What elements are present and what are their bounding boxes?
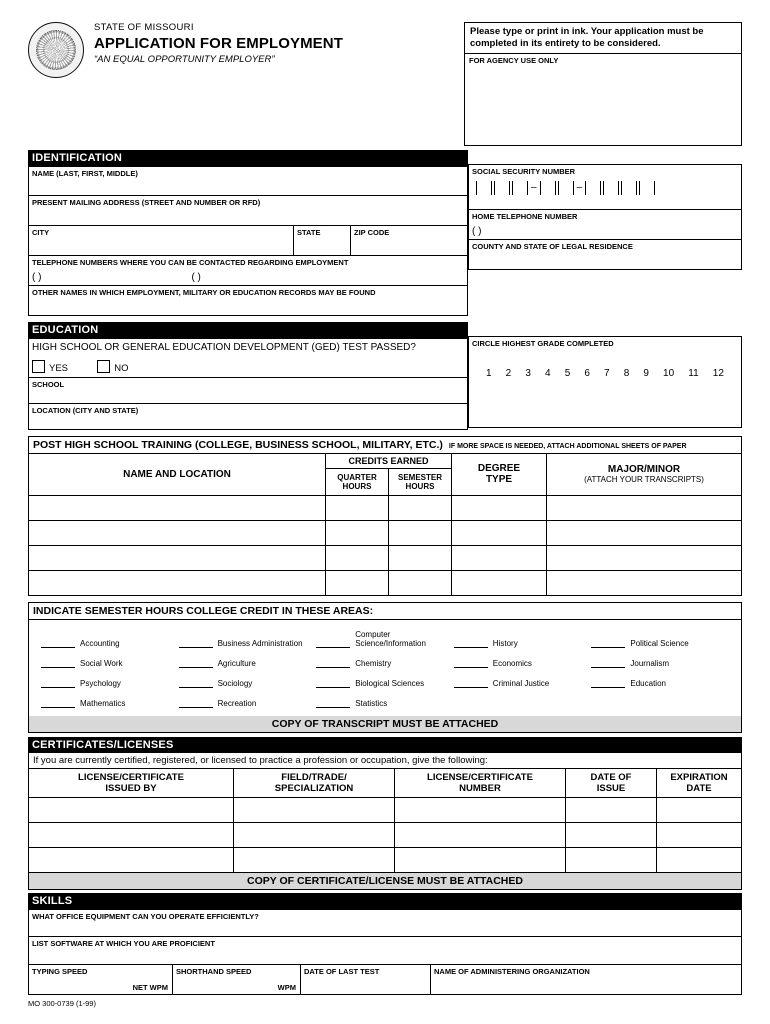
col-name-and-location: NAME AND LOCATION bbox=[29, 453, 326, 495]
subject-label: Education bbox=[630, 678, 666, 688]
hours-input-agriculture[interactable] bbox=[179, 658, 213, 668]
city-field[interactable] bbox=[28, 226, 293, 256]
col-quarter-hours bbox=[326, 468, 389, 495]
phs-row2-semester[interactable] bbox=[389, 520, 452, 545]
ssn-digit-6[interactable] bbox=[585, 181, 601, 195]
ssn-dash-1: – bbox=[531, 182, 537, 194]
hours-input-political-science[interactable] bbox=[591, 638, 625, 648]
other-names-label: OTHER NAMES IN WHICH EMPLOYMENT, MILITARY OR EDUCATION RECORDS MAY BE FOUND bbox=[32, 287, 376, 297]
phs-row1-quarter[interactable] bbox=[326, 495, 389, 520]
ged-yes-checkbox[interactable] bbox=[32, 360, 45, 373]
agency-use-box bbox=[464, 54, 742, 146]
ssn-digit-5[interactable] bbox=[558, 181, 574, 195]
semester-hours-grid bbox=[29, 620, 741, 716]
identification-section-title: IDENTIFICATION bbox=[28, 150, 468, 166]
ssn-digit-9[interactable] bbox=[639, 181, 655, 195]
grade-12[interactable]: 12 bbox=[712, 367, 724, 379]
phs-row3-quarter[interactable] bbox=[326, 545, 389, 570]
cert-row3-issued-by[interactable] bbox=[29, 848, 234, 873]
table-row[interactable] bbox=[29, 823, 742, 848]
hours-input-education[interactable] bbox=[591, 678, 625, 688]
semester-hours-box bbox=[28, 619, 742, 716]
col-field-trade bbox=[234, 769, 395, 798]
cert-row3-field[interactable] bbox=[234, 848, 395, 873]
col-date-of-issue-line1: DATE OF bbox=[590, 772, 632, 784]
ssn-digit-2[interactable] bbox=[494, 181, 510, 195]
header-right bbox=[464, 22, 742, 146]
phs-row1-semester[interactable] bbox=[389, 495, 452, 520]
col-license-number bbox=[395, 769, 566, 798]
education-right bbox=[468, 322, 742, 430]
page-title: APPLICATION FOR EMPLOYMENT bbox=[94, 35, 343, 52]
skills-section-title: SKILLS bbox=[28, 893, 742, 909]
phs-row2-quarter[interactable] bbox=[326, 520, 389, 545]
identification-section bbox=[28, 150, 742, 316]
grade-2[interactable]: 2 bbox=[505, 367, 512, 379]
grade-1[interactable]: 1 bbox=[486, 367, 492, 379]
col-date-of-issue-line2: ISSUE bbox=[596, 783, 626, 795]
grade-8[interactable]: 8 bbox=[623, 367, 630, 379]
ssn-field[interactable] bbox=[468, 164, 742, 210]
agency-use-label: FOR AGENCY USE ONLY bbox=[469, 55, 559, 65]
grade-9[interactable]: 9 bbox=[643, 367, 649, 379]
education-section bbox=[28, 322, 742, 430]
transcript-attach-note: COPY OF TRANSCRIPT MUST BE ATTACHED bbox=[28, 716, 742, 733]
grade-3[interactable]: 3 bbox=[525, 367, 531, 379]
cert-row1-expiration[interactable] bbox=[657, 798, 742, 823]
skills-bottom-row bbox=[28, 965, 742, 995]
school-location-label: LOCATION (CITY AND STATE) bbox=[32, 405, 139, 415]
subject-label: Economics bbox=[492, 658, 532, 668]
table-row[interactable] bbox=[29, 798, 742, 823]
name-label: NAME (LAST, FIRST, MIDDLE) bbox=[32, 168, 138, 178]
phs-row2-major[interactable] bbox=[547, 520, 742, 545]
subject-label: History bbox=[492, 638, 518, 648]
ssn-digit-1[interactable] bbox=[476, 181, 492, 195]
phs-row4-quarter[interactable] bbox=[326, 570, 389, 595]
state-field[interactable] bbox=[293, 226, 350, 256]
hours-input-statistics[interactable] bbox=[316, 698, 350, 708]
col-major-line2: (ATTACH YOUR TRANSCRIPTS) bbox=[584, 475, 704, 485]
subject-computer-science[interactable] bbox=[316, 630, 454, 648]
subject-recreation[interactable] bbox=[179, 698, 317, 708]
phs-row2-degree[interactable] bbox=[452, 520, 547, 545]
table-row[interactable] bbox=[29, 495, 742, 520]
date-last-test-label: DATE OF LAST TEST bbox=[304, 967, 380, 977]
cert-row2-issue-date[interactable] bbox=[566, 823, 657, 848]
subject-biological-sciences[interactable] bbox=[316, 678, 454, 688]
school-location-field[interactable] bbox=[28, 404, 468, 430]
grade-11[interactable]: 11 bbox=[688, 367, 699, 379]
certificates-header-row bbox=[29, 769, 742, 798]
subject-label: Business Administration bbox=[217, 638, 303, 648]
shorthand-speed-field[interactable] bbox=[172, 965, 300, 995]
state-label: STATE bbox=[297, 227, 321, 237]
subject-label: Journalism bbox=[630, 658, 670, 668]
education-left bbox=[28, 322, 468, 430]
identification-left bbox=[28, 150, 468, 316]
subject-label: Social Work bbox=[80, 658, 123, 668]
certificates-intro: If you are currently certified, registered, or licensed to practice a profession or occupation, give the following: bbox=[28, 753, 742, 768]
subject-label: Biological Sciences bbox=[355, 678, 425, 688]
hours-input-chemistry[interactable] bbox=[316, 658, 350, 668]
col-field-trade-line1: FIELD/TRADE/ bbox=[281, 772, 347, 784]
certificate-attach-note: COPY OF CERTIFICATE/LICENSE MUST BE ATTACHED bbox=[28, 873, 742, 890]
county-residence-field[interactable] bbox=[468, 240, 742, 270]
grade-scale[interactable] bbox=[472, 368, 738, 379]
hours-input-recreation[interactable] bbox=[179, 698, 213, 708]
subject-business-administration[interactable] bbox=[179, 630, 317, 648]
hours-input-sociology[interactable] bbox=[179, 678, 213, 688]
administering-organization-label: NAME OF ADMINISTERING ORGANIZATION bbox=[434, 967, 590, 977]
header-left bbox=[28, 22, 343, 78]
post-high-school-table bbox=[28, 453, 742, 596]
phone-paren-1: ( ) bbox=[32, 271, 42, 283]
cert-row3-number[interactable] bbox=[395, 848, 566, 873]
phs-row3-semester[interactable] bbox=[389, 545, 452, 570]
post-high-school-title: POST HIGH SCHOOL TRAINING (COLLEGE, BUSINESS SCHOOL, MILITARY, ETC.) bbox=[33, 438, 443, 451]
phs-row3-name[interactable] bbox=[29, 545, 326, 570]
ssn-boxes[interactable] bbox=[472, 181, 738, 195]
col-semester-line1: SEMESTER bbox=[397, 472, 442, 482]
col-license-issued-by-line2: ISSUED BY bbox=[105, 783, 157, 795]
highest-grade-block[interactable] bbox=[468, 336, 742, 428]
certificates-section-title: CERTIFICATES/LICENSES bbox=[28, 737, 742, 753]
software-label: LIST SOFTWARE AT WHICH YOU ARE PROFICIENT bbox=[32, 939, 215, 949]
table-row[interactable] bbox=[29, 848, 742, 873]
semester-hours-title: INDICATE SEMESTER HOURS COLLEGE CREDIT IN THESE AREAS: bbox=[28, 602, 742, 619]
city-label: CITY bbox=[32, 227, 50, 237]
school-label: SCHOOL bbox=[32, 379, 65, 389]
table-row[interactable] bbox=[29, 570, 742, 595]
subject-history[interactable] bbox=[454, 630, 592, 648]
subject-sociology[interactable] bbox=[179, 678, 317, 688]
subject-label: Psychology bbox=[80, 678, 121, 688]
col-degree-line1: DEGREE bbox=[477, 463, 521, 475]
typing-net-wpm-label: NET WPM bbox=[132, 983, 168, 993]
ged-no-checkbox[interactable] bbox=[97, 360, 110, 373]
phs-row4-major[interactable] bbox=[547, 570, 742, 595]
hours-input-mathematics[interactable] bbox=[41, 698, 75, 708]
telephone-field[interactable] bbox=[28, 256, 468, 286]
software-field[interactable] bbox=[28, 937, 742, 965]
col-quarter-line2: HOURS bbox=[342, 481, 372, 491]
grade-7[interactable]: 7 bbox=[604, 367, 610, 379]
grade-6[interactable]: 6 bbox=[584, 367, 590, 379]
cert-row2-number[interactable] bbox=[395, 823, 566, 848]
ged-no-label: NO bbox=[114, 362, 129, 374]
subject-mathematics[interactable] bbox=[41, 698, 179, 708]
hours-input-criminal-justice[interactable] bbox=[454, 678, 488, 688]
post-high-school-note: IF MORE SPACE IS NEEDED, ATTACH ADDITIONAL SHEETS OF PAPER bbox=[448, 442, 687, 450]
col-expiration-date-line1: EXPIRATION bbox=[670, 772, 728, 784]
telephone-label: TELEPHONE NUMBERS WHERE YOU CAN BE CONTACTED REGARDING EMPLOYMENT bbox=[32, 257, 349, 267]
state-seal-icon bbox=[28, 22, 84, 78]
hours-input-biological-sciences[interactable] bbox=[316, 678, 350, 688]
subject-label: Recreation bbox=[217, 698, 257, 708]
col-license-issued-by-line1: LICENSE/CERTIFICATE bbox=[78, 772, 184, 784]
phs-row2-name[interactable] bbox=[29, 520, 326, 545]
home-telephone-field[interactable] bbox=[468, 210, 742, 240]
table-row[interactable] bbox=[29, 520, 742, 545]
ssn-digit-4[interactable] bbox=[540, 181, 556, 195]
school-field[interactable] bbox=[28, 378, 468, 404]
subject-label: Sociology bbox=[217, 678, 253, 688]
hours-input-economics[interactable] bbox=[454, 658, 488, 668]
post-high-school-header-row-1 bbox=[29, 453, 742, 468]
col-major-minor bbox=[547, 453, 742, 495]
subject-label: Political Science bbox=[630, 638, 689, 648]
col-semester-hours bbox=[389, 468, 452, 495]
date-last-test-field[interactable] bbox=[300, 965, 430, 995]
subject-label: Mathematics bbox=[80, 698, 126, 708]
education-section-title: EDUCATION bbox=[28, 322, 468, 338]
identification-right bbox=[468, 150, 742, 316]
ssn-label: SOCIAL SECURITY NUMBER bbox=[472, 166, 576, 176]
form-code: MO 300-0739 (1-99) bbox=[28, 999, 96, 1009]
county-residence-label: COUNTY AND STATE OF LEGAL RESIDENCE bbox=[472, 241, 633, 251]
subject-label: Criminal Justice bbox=[492, 678, 550, 688]
hours-input-social-work[interactable] bbox=[41, 658, 75, 668]
col-license-issued-by bbox=[29, 769, 234, 798]
subject-economics[interactable] bbox=[454, 658, 592, 668]
phs-row3-degree[interactable] bbox=[452, 545, 547, 570]
zip-field[interactable] bbox=[350, 226, 468, 256]
subject-psychology[interactable] bbox=[41, 678, 179, 688]
home-phone-paren: ( ) bbox=[472, 225, 482, 237]
subject-social-work[interactable] bbox=[41, 658, 179, 668]
col-credits-earned: CREDITS EARNED bbox=[326, 453, 452, 468]
equal-opportunity-statement: “AN EQUAL OPPORTUNITY EMPLOYER” bbox=[94, 54, 275, 65]
administering-organization-field[interactable] bbox=[430, 965, 742, 995]
other-names-field[interactable] bbox=[28, 286, 468, 316]
cert-row2-issued-by[interactable] bbox=[29, 823, 234, 848]
home-telephone-label: HOME TELEPHONE NUMBER bbox=[472, 211, 578, 221]
typing-speed-label: TYPING SPEED bbox=[32, 967, 88, 977]
office-equipment-field[interactable] bbox=[28, 909, 742, 937]
subject-accounting[interactable] bbox=[41, 630, 179, 648]
subject-label: Agriculture bbox=[217, 658, 256, 668]
phone-paren-2: ( ) bbox=[191, 271, 201, 283]
subject-agriculture[interactable] bbox=[179, 658, 317, 668]
ged-question-block bbox=[28, 338, 468, 378]
print-in-ink-notice: Please type or print in ink. Your application must be completed in its entirety to be considered. bbox=[464, 22, 742, 54]
ssn-digit-3[interactable] bbox=[512, 181, 528, 195]
phs-row1-name[interactable] bbox=[29, 495, 326, 520]
phs-row1-degree[interactable] bbox=[452, 495, 547, 520]
subject-label: Statistics bbox=[355, 698, 388, 708]
cert-row3-expiration[interactable] bbox=[657, 848, 742, 873]
subject-criminal-justice[interactable] bbox=[454, 678, 592, 688]
hours-input-journalism[interactable] bbox=[591, 658, 625, 668]
shorthand-wpm-label: WPM bbox=[277, 983, 296, 993]
col-expiration-date-line2: DATE bbox=[686, 783, 712, 795]
subject-statistics[interactable] bbox=[316, 698, 454, 708]
subject-journalism[interactable] bbox=[591, 658, 729, 668]
subject-political-science[interactable] bbox=[591, 630, 729, 648]
ged-question: HIGH SCHOOL OR GENERAL EDUCATION DEVELOPMENT (GED) TEST PASSED? bbox=[32, 341, 416, 353]
name-field[interactable] bbox=[28, 166, 468, 196]
office-equipment-label: WHAT OFFICE EQUIPMENT CAN YOU OPERATE EFFICIENTLY? bbox=[32, 912, 259, 922]
cert-row1-issue-date[interactable] bbox=[566, 798, 657, 823]
certificates-table bbox=[28, 768, 742, 873]
subject-label: Accounting bbox=[80, 638, 120, 648]
cert-row3-issue-date[interactable] bbox=[566, 848, 657, 873]
hours-input-business-administration[interactable] bbox=[179, 638, 213, 648]
cert-row1-field[interactable] bbox=[234, 798, 395, 823]
hours-input-history[interactable] bbox=[454, 638, 488, 648]
subject-chemistry[interactable] bbox=[316, 658, 454, 668]
phs-row1-major[interactable] bbox=[547, 495, 742, 520]
col-degree-type bbox=[452, 453, 547, 495]
shorthand-speed-label: SHORTHAND SPEED bbox=[176, 967, 252, 977]
cert-row2-expiration[interactable] bbox=[657, 823, 742, 848]
ssn-dash-2: – bbox=[576, 182, 583, 194]
subject-label: Computer Science/Information bbox=[355, 629, 426, 648]
cert-row1-issued-by[interactable] bbox=[29, 798, 234, 823]
ssn-digit-7[interactable] bbox=[603, 181, 619, 195]
subject-label: Chemistry bbox=[355, 658, 392, 668]
subject-education[interactable] bbox=[591, 678, 729, 688]
col-license-number-line2: NUMBER bbox=[459, 783, 501, 795]
col-expiration-date bbox=[657, 769, 742, 798]
cert-row1-number[interactable] bbox=[395, 798, 566, 823]
col-field-trade-line2: SPECIALIZATION bbox=[274, 783, 354, 795]
post-high-school-title-bar bbox=[28, 436, 742, 453]
state-name: STATE OF MISSOURI bbox=[94, 22, 194, 33]
grade-4[interactable]: 4 bbox=[545, 367, 551, 379]
typing-speed-field[interactable] bbox=[28, 965, 172, 995]
cert-row2-field[interactable] bbox=[234, 823, 395, 848]
col-quarter-line1: QUARTER bbox=[337, 472, 377, 482]
col-degree-line2: TYPE bbox=[485, 474, 513, 486]
phs-row4-semester[interactable] bbox=[389, 570, 452, 595]
col-major-line1: MAJOR/MINOR bbox=[607, 464, 681, 476]
hours-input-accounting[interactable] bbox=[41, 638, 75, 648]
highest-grade-label: CIRCLE HIGHEST GRADE COMPLETED bbox=[472, 338, 614, 348]
phs-row3-major[interactable] bbox=[547, 545, 742, 570]
table-row[interactable] bbox=[29, 545, 742, 570]
col-date-of-issue bbox=[566, 769, 657, 798]
col-license-number-line1: LICENSE/CERTIFICATE bbox=[427, 772, 533, 784]
hours-input-computer-science[interactable] bbox=[316, 638, 350, 648]
phs-row4-degree[interactable] bbox=[452, 570, 547, 595]
phs-row4-name[interactable] bbox=[29, 570, 326, 595]
grade-5[interactable]: 5 bbox=[564, 367, 571, 379]
ged-yes-label: YES bbox=[49, 362, 69, 374]
hours-input-psychology[interactable] bbox=[41, 678, 75, 688]
form-header bbox=[28, 22, 742, 146]
address-label: PRESENT MAILING ADDRESS (STREET AND NUMBER OR RFD) bbox=[32, 197, 261, 207]
grade-10[interactable]: 10 bbox=[663, 367, 675, 379]
zip-label: ZIP CODE bbox=[354, 227, 390, 237]
address-field[interactable] bbox=[28, 196, 468, 226]
ssn-digit-8[interactable] bbox=[621, 181, 637, 195]
col-semester-line2: HOURS bbox=[405, 481, 435, 491]
